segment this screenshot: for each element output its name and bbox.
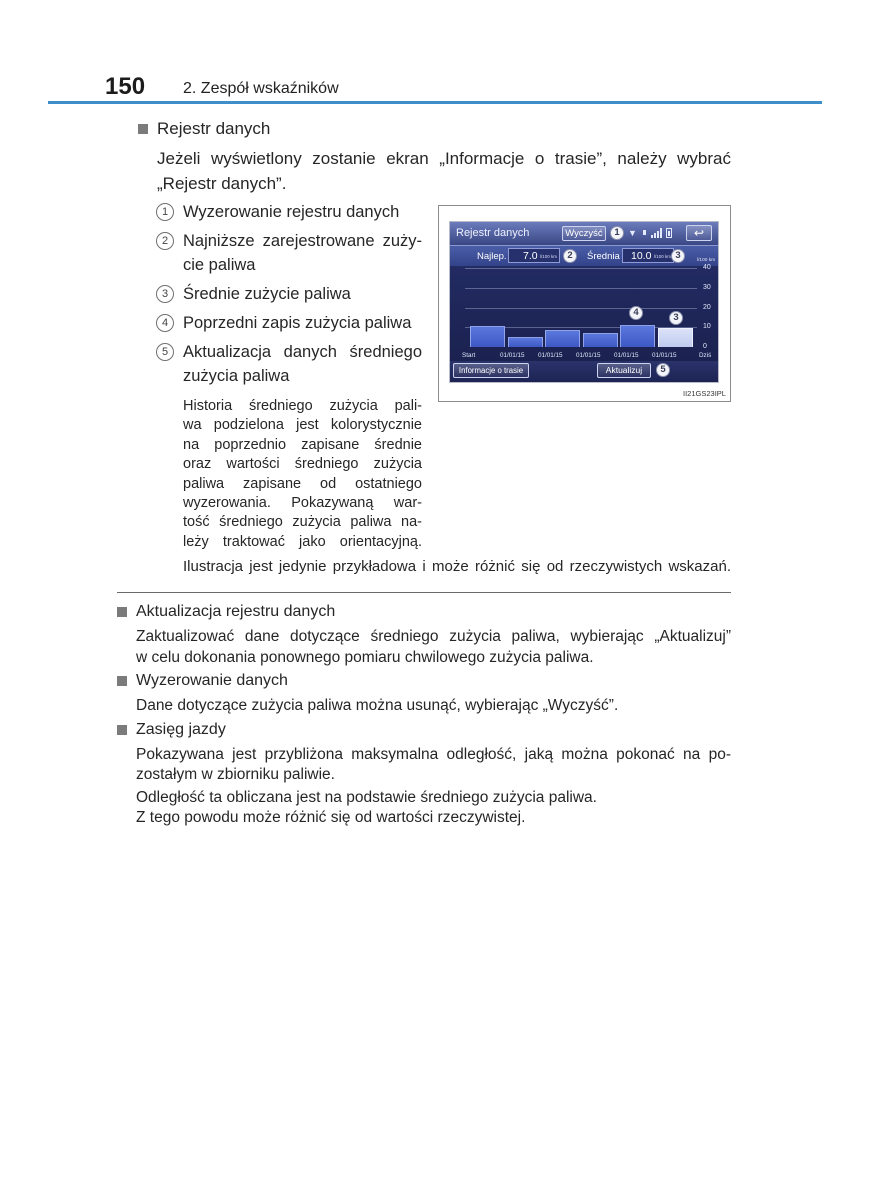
list-item-line: Aktualizacja danych średniego	[183, 343, 422, 361]
x-axis-label: 01/01/15	[614, 352, 639, 359]
section-heading-driving-range: Zasięg jazdy	[136, 721, 226, 738]
list-item-text	[183, 200, 422, 224]
note-line: wa podzielona jest kolorystycznie	[183, 417, 422, 434]
callout-5: 5	[656, 363, 670, 377]
callout-2: 2	[563, 249, 577, 263]
update-button: Aktualizuj	[597, 363, 651, 378]
intro-line: Jeżeli wyświetlony zostanie ekran „Informacje o trasie”, należy wybrać	[157, 149, 731, 168]
history-bar	[583, 333, 618, 347]
list-item-line: Wyzerowanie rejestru danych	[183, 203, 400, 221]
best-value: 7.0	[523, 250, 538, 262]
circled-number: 2	[156, 232, 174, 250]
x-axis-label: 01/01/15	[576, 352, 601, 359]
y-tick-label: 40	[703, 264, 711, 271]
list-item-line: cie paliwa	[183, 256, 256, 274]
axis-unit: l/100 km	[697, 258, 716, 263]
header-rule	[48, 101, 822, 104]
history-note	[183, 397, 422, 552]
caption-line: Ilustracja jest jedynie przykładowa i może różnić się od rzeczywistych wskazań.	[183, 558, 731, 575]
section-bullet-square	[117, 676, 127, 686]
list-item-line: Średnie zużycie paliwa	[183, 285, 351, 303]
list-item-text	[183, 340, 422, 388]
x-axis-label: 01/01/15	[652, 352, 677, 359]
history-chart	[450, 222, 718, 382]
body-line: Pokazywana jest przybliżona maksymalna odległość, jaką można pokonać na po-	[136, 746, 731, 763]
section-body-driving-range	[136, 745, 731, 784]
display-screen	[450, 222, 718, 382]
illustration-caption	[183, 557, 731, 577]
circled-number: 5	[156, 343, 174, 361]
history-bar	[470, 326, 505, 347]
back-arrow-icon: ↩	[693, 226, 705, 240]
history-bar	[508, 337, 543, 347]
body-line: Z tego powodu może różnić się od wartości rzeczywistej.	[136, 809, 526, 826]
body-line: w celu dokonania ponownego pomiaru chwilowego zużycia paliwa.	[136, 649, 594, 666]
callout-1: 1	[610, 226, 624, 240]
average-label: Średnia	[587, 251, 620, 262]
x-axis-label: 01/01/15	[538, 352, 563, 359]
callout-4: 4	[629, 306, 643, 320]
history-bar	[620, 325, 655, 347]
screen-title: Rejestr danych	[456, 227, 530, 239]
list-item-text	[183, 229, 422, 277]
grid-line	[465, 268, 697, 269]
section-body-reset-data	[136, 696, 731, 716]
note-line: tość średniego zużycia paliwa na-	[183, 514, 422, 531]
section-bullet-square	[117, 607, 127, 617]
list-item-line: zużycia paliwa	[183, 367, 290, 385]
trip-info-button: Informacje o trasie	[453, 363, 529, 378]
grid-line	[465, 308, 697, 309]
note-line: leży traktować jako orientacyjną.	[183, 533, 422, 550]
intro-line: „Rejestr danych”.	[157, 174, 287, 193]
best-label: Najlep.	[477, 251, 507, 262]
y-tick-label: 0	[703, 343, 707, 350]
list-item-line: Najniższe zarejestrowane zuży-	[183, 232, 422, 250]
section-bullet-square	[138, 124, 148, 134]
note-line: paliwa zapisane od ostatniego	[183, 475, 422, 492]
average-value: 10.0	[631, 250, 652, 262]
data-transfer-icon: ▼	[628, 228, 637, 238]
body-line: Odległość ta obliczana jest na podstawie średniego zużycia paliwa.	[136, 789, 597, 806]
best-value-unit: l/100 km	[540, 254, 558, 259]
list-item-line: Poprzedni zapis zużycia paliwa	[183, 314, 412, 332]
x-axis-label: Dziś	[699, 352, 712, 359]
screen-illustration	[438, 205, 731, 402]
section-divider	[117, 592, 731, 593]
section-bullet-square	[117, 725, 127, 735]
intro-paragraph	[157, 146, 731, 196]
note-line: wyzerowania. Pokazywaną war-	[183, 495, 422, 512]
chapter-title: 2. Zespół wskaźników	[183, 80, 339, 97]
section-body-driving-range-2	[136, 788, 731, 828]
illustration-code: II21GS23IPL	[683, 389, 726, 398]
section-heading-update-log: Aktualizacja rejestru danych	[136, 603, 336, 620]
section-heading-reset-data: Wyzerowanie danych	[136, 672, 288, 689]
circled-number: 3	[156, 285, 174, 303]
callout-3: 3	[671, 249, 685, 263]
history-bar	[545, 330, 580, 347]
y-tick-label: 30	[703, 283, 711, 291]
list-item-text	[183, 311, 422, 335]
note-line: na poprzednio zapisane średnie	[183, 436, 422, 453]
y-tick-label: 10	[703, 323, 711, 331]
callout-3-chart: 3	[669, 311, 683, 325]
average-value-unit: l/100 km	[654, 254, 672, 259]
circled-number: 4	[156, 314, 174, 332]
note-line: Historia średniego zużycia pali-	[183, 398, 422, 414]
list-item-text	[183, 282, 422, 306]
section-heading-data-log: Rejestr danych	[157, 119, 271, 138]
x-axis-label: Start	[462, 352, 476, 359]
grid-line	[465, 288, 697, 289]
body-line: Dane dotyczące zużycia paliwa można usunąć, wybierając „Wyczyść”.	[136, 697, 619, 714]
note-line: oraz wartości średniego zużycia	[183, 456, 422, 473]
circled-number: 1	[156, 203, 174, 221]
clear-button: Wyczyść	[562, 226, 606, 241]
body-line: Zaktualizować dane dotyczące średniego zużycia paliwa, wybierając „Aktualizuj”	[136, 628, 731, 645]
section-body-update-log	[136, 626, 731, 668]
body-line: zostałym w zbiorniku paliwie.	[136, 765, 335, 783]
x-axis-label: 01/01/15	[500, 352, 525, 359]
y-tick-label: 20	[703, 303, 711, 311]
page-number: 150	[105, 73, 146, 100]
current-average-bar	[658, 328, 693, 347]
